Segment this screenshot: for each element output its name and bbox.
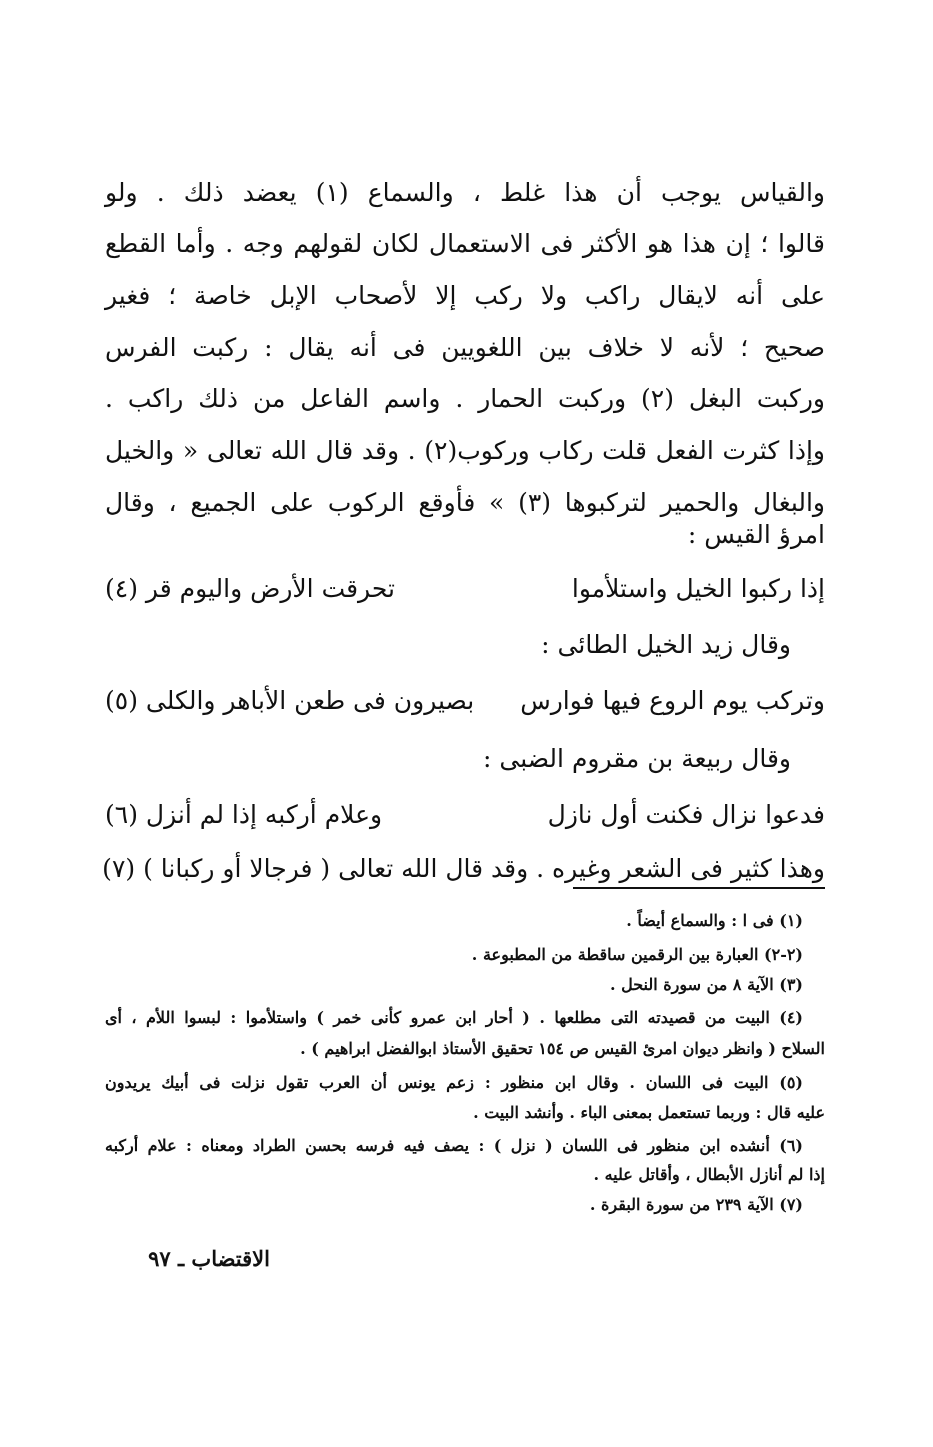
- body-line-8: امرؤ القيس :: [687, 520, 825, 549]
- body-line-7: والبغال والحمير لتركبوها (٣) » فأوقع الركوب على الجميع ، وقال: [105, 488, 825, 517]
- closing-line: وهذا كثير فى الشعر وغيره . وقد قال الله تعالى ( فرجالا أو ركبانا ) (٧): [102, 854, 825, 883]
- footnote-1: (١) فى ا : والسماع أيضاً .: [626, 911, 803, 930]
- footnote-7: (٧) الآية ٢٣٩ من سورة البقرة .: [589, 1195, 803, 1214]
- body-line-3: على أنه لايقال راكب ولا ركب إلا لأصحاب الإبل خاصة ؛ فغير: [105, 281, 825, 310]
- verse-2-intro: وقال زيد الخيل الطائى :: [541, 630, 791, 659]
- verse-1: [105, 574, 825, 604]
- footnote-6: (٦) أنشده ابن منظور فى اللسان ( نزل ) : يصف فيه فرسه بحسن الطراد ومعناه : علام أركبه: [105, 1136, 803, 1155]
- verse-3-second-hemistich: وعلام أركبه إذا لم أنزل (٦): [105, 800, 383, 829]
- footnote-5: (٥) البيت فى اللسان . وقال ابن منظور : زعم يونس أن العرب تقول نزلت فى أبيك يريدون: [105, 1073, 803, 1092]
- verse-2-second-hemistich: بصيرون فى طعن الأباهر والكلى (٥): [105, 686, 475, 715]
- body-line-6: وإذا كثرت الفعل قلت ركاب وركوب(٢) . وقد قال الله تعالى « والخيل: [105, 436, 825, 465]
- body-line-1: والقياس يوجب أن هذا غلط ، والسماع (١) يعضد ذلك . ولو: [105, 178, 825, 207]
- body-line-2: قالوا ؛ إن هذا هو الأكثر فى الاستعمال لكان لقولهم وجه . وأما القطع: [105, 229, 825, 258]
- verse-2-first-hemistich: وتركب يوم الروع فيها فوارس: [520, 686, 825, 715]
- verse-1-second-hemistich: تحرقت الأرض واليوم قر (٤): [105, 574, 395, 603]
- page-footer: الاقتضاب ـ ٩٧: [148, 1246, 270, 1271]
- footnote-separator: [573, 887, 825, 889]
- footnote-5-continued: عليه قال : وربما تستعمل بمعنى الباء . وأنشد البيت .: [473, 1103, 825, 1122]
- verse-3-first-hemistich: فدعوا نزال فكنت أول نازل: [547, 800, 825, 829]
- footnote-4: (٤) البيت من قصيدته التى مطلعها . ( أحار ابن عمرو كأنى خمر ) واستلأموا : لبسوا اللأم ، أى: [105, 1008, 803, 1027]
- verse-1-first-hemistich: إذا ركبوا الخيل واستلأموا: [571, 574, 825, 603]
- footnote-2: (٢-٢) العبارة بين الرقمين ساقطة من المطبوعة .: [471, 945, 803, 964]
- verse-2: [105, 686, 825, 716]
- body-line-5: وركبت البغل (٢) وركبت الحمار . واسم الفاعل من ذلك راكب .: [105, 384, 825, 413]
- verse-3: [105, 800, 825, 830]
- footnote-3: (٣) الآية ٨ من سورة النحل .: [609, 975, 803, 994]
- verse-3-intro: وقال ربيعة بن مقروم الضبى :: [483, 744, 791, 773]
- footnote-4-continued: السلاح ( وانظر ديوان امرئ القيس ص ١٥٤ تحقيق الأستاذ ابوالفضل ابراهيم ) .: [300, 1039, 825, 1058]
- body-line-4: صحيح ؛ لأنه لا خلاف بين اللغويين فى أنه يقال : ركبت الفرس: [105, 333, 825, 362]
- footnote-6-continued: إذا لم أنازل الأبطال ، وأقاتل عليه .: [593, 1165, 825, 1184]
